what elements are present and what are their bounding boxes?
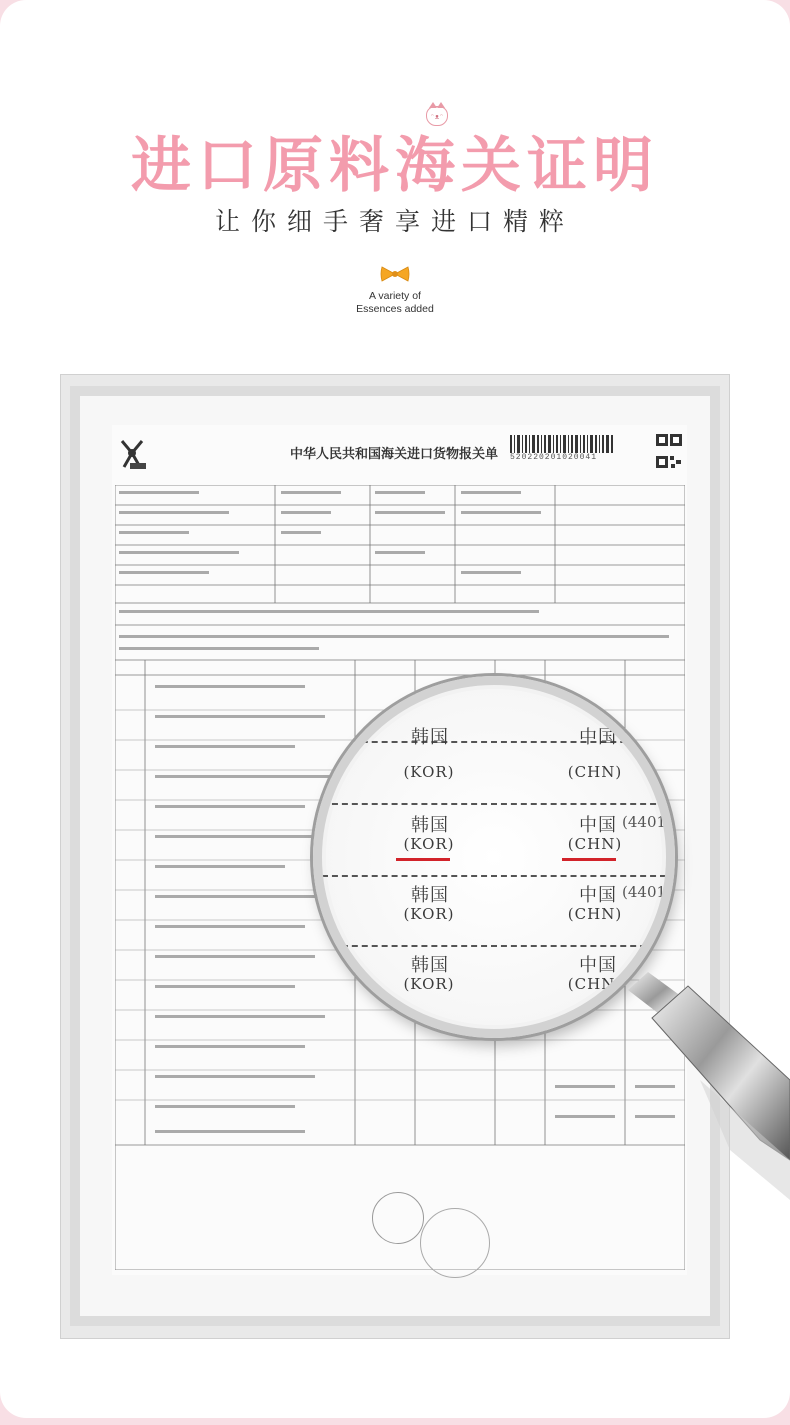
origin-country-code: (KOR) (403, 975, 455, 993)
barcode (510, 435, 615, 453)
row-divider (322, 875, 666, 877)
dest-country-code: (CHN) (567, 763, 623, 781)
qr-code-icon (656, 434, 682, 474)
origin-country-code: (KOR) (403, 835, 455, 853)
page-title: 进口原料海关证明 (131, 131, 659, 201)
magnified-origin-rows (322, 685, 666, 1029)
tagline-line-1: A variety of (369, 290, 421, 302)
barcode-number: 520220201020041 (510, 453, 598, 462)
customs-emblem-icon (118, 437, 148, 473)
dest-country-code: (CHN) (567, 975, 623, 993)
highlight-underline (396, 858, 450, 861)
origin-country-cn: 韩国 (411, 955, 449, 976)
origin-country-cn: 韩国 (411, 815, 449, 836)
dest-code-number: (44 (622, 726, 647, 744)
cat-mascot-icon: ᵔᴥᵔ (426, 106, 448, 126)
magnifying-glass-lens (313, 676, 675, 1038)
dest-country-cn: 中国 (579, 727, 617, 748)
highlight-underline (562, 858, 616, 861)
document-title: 中华人民共和国海关进口货物报关单 (290, 447, 499, 462)
tagline (0, 290, 790, 316)
origin-country-code: (KOR) (403, 763, 455, 781)
dest-country-cn: 中国 (579, 955, 617, 976)
origin-country-cn: 韩国 (411, 727, 449, 748)
customs-seal-stamp (372, 1192, 424, 1244)
origin-country-code: (KOR) (403, 905, 455, 923)
dest-code-number: (4401 (622, 883, 667, 901)
tagline-line-2: Essences added (356, 303, 434, 315)
dest-country-code: (CHN) (567, 905, 623, 923)
dest-country-cn: 中国 (579, 815, 617, 836)
company-seal-stamp (420, 1208, 490, 1278)
dest-country-cn: 中国 (579, 885, 617, 906)
dest-code-number: (4401 (622, 813, 667, 831)
row-divider (322, 945, 666, 947)
dest-country-code: (CHN) (567, 835, 623, 853)
row-divider (322, 803, 666, 805)
page-subtitle: 让你细手奢享进口精粹 (214, 207, 575, 236)
bow-icon (380, 266, 410, 282)
magnified-row (322, 676, 666, 748)
origin-country-cn: 韩国 (411, 885, 449, 906)
